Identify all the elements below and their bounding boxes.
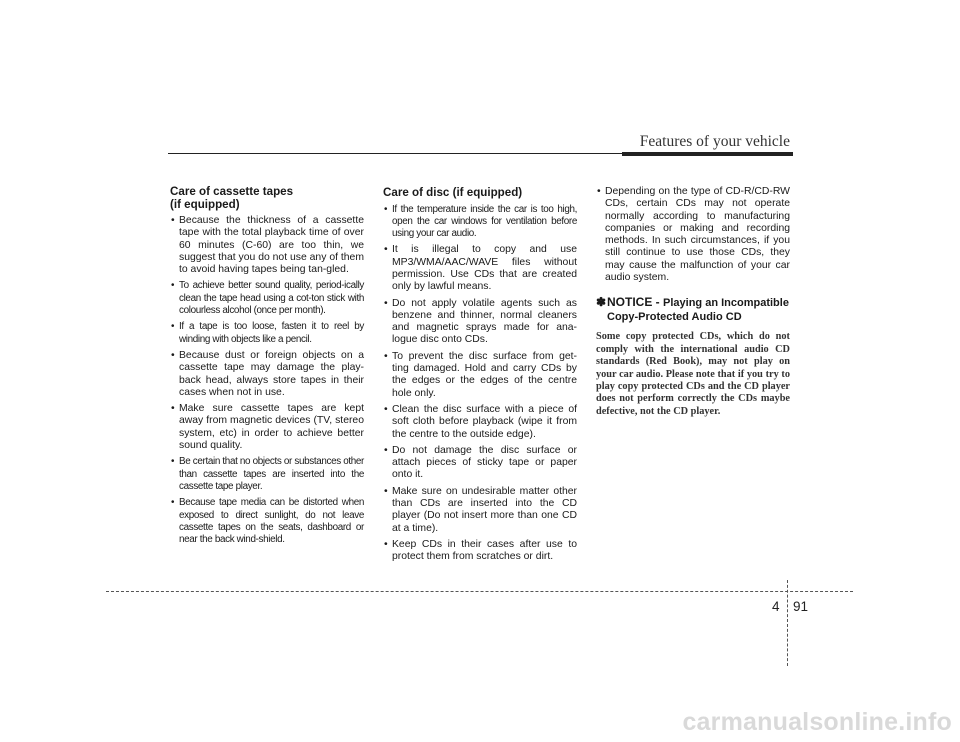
notice-title: Playing an Incompatible Copy-Protected Audio CD	[607, 297, 789, 323]
cassette-heading-line2: (if equipped)	[170, 197, 240, 211]
list-item: • Because tape media can be distorted when exposed to direct sunlight, do not leave cassette tapes on the seats, dashboard or near the back wind-shield.	[170, 497, 364, 546]
list-item: • To prevent the disc surface from get-ting damaged. Hold and carry CDs by the edges or the edges of the centre hole only.	[383, 351, 577, 400]
list-item: • Do not apply volatile agents such as benzene and thinner, normal cleaners and magnetic sprays made for ana-logue disc onto CDs.	[383, 298, 577, 347]
header-rule-accent	[622, 152, 793, 156]
column-disc	[383, 187, 577, 568]
list-item: • It is illegal to copy and use MP3/WMA/AAC/WAVE files without permission. Use CDs that are created only by lawful means.	[383, 244, 577, 293]
list-item: • Because dust or foreign objects on a cassette tape may damage the play-back head, always store tapes in their cases when not in use.	[170, 350, 364, 399]
disc-list-continued	[596, 186, 790, 284]
cassette-heading-line1: Care of cassette tapes	[170, 185, 294, 198]
list-item: • If the temperature inside the car is too high, open the car windows for ventilation before using your car audio.	[383, 204, 577, 241]
notice-heading	[596, 296, 790, 323]
page-number: 91	[793, 599, 809, 614]
list-item: • Clean the disc surface with a piece of soft cloth before playback (wipe it from the centre to the outside edge).	[383, 404, 577, 441]
list-item: • Make sure on undesirable matter other than CDs are inserted into the CD player (Do not insert more than one CD at a time).	[383, 486, 577, 535]
notice-body: Some copy protected CDs, which do not comply with the international audio CD standards (Red Book), may not play on your car audio. Please note that if you try to play copy protected CDs and the CD player does not perform correctly the CDs maybe defective, not the CD player.	[596, 331, 790, 417]
list-item: • Be certain that no objects or substances other than cassette tapes are inserted into the cassette tape player.	[170, 456, 364, 493]
notice-star-icon: ✽	[596, 295, 607, 310]
watermark: carmanualsonline.info	[682, 708, 952, 736]
list-item: • Because the thickness of a cassette tape with the total playback time of over 60 minutes (C-60) are too thin, we suggest that you do not use any of them to avoid having tapes being tan-gled.	[170, 215, 364, 276]
cassette-list	[170, 215, 364, 546]
chapter-number: 4	[772, 599, 780, 614]
list-item: • Make sure cassette tapes are kept away from magnetic devices (TV, stereo system, etc) in order to achieve better sound quality.	[170, 403, 364, 452]
list-item: • To achieve better sound quality, period-ically clean the tape head using a cot-ton stick with colourless alcohol (once per month).	[170, 280, 364, 317]
list-item: • Do not damage the disc surface or attach pieces of sticky tape or paper onto it.	[383, 445, 577, 482]
footer-rule	[106, 591, 853, 592]
list-item: • Depending on the type of CD-R/CD-RW CDs, certain CDs may not operate normally according to manufacturing companies or making and recording methods. In such circumstances, if you still continue to use those CDs, they may cause the malfunction of your car audio system.	[596, 186, 790, 284]
column-cassette	[170, 186, 364, 550]
cassette-heading	[170, 186, 364, 211]
notice-label: NOTICE -	[607, 295, 660, 310]
footer-divider	[787, 580, 788, 666]
header-title: Features of your vehicle	[639, 133, 790, 150]
list-item: • Keep CDs in their cases after use to protect them from scratches or dirt.	[383, 539, 577, 564]
list-item: • If a tape is too loose, fasten it to reel by winding with objects like a pencil.	[170, 321, 364, 346]
disc-heading: Care of disc (if equipped)	[383, 186, 523, 199]
disc-list	[383, 204, 577, 564]
column-notice	[596, 186, 790, 418]
